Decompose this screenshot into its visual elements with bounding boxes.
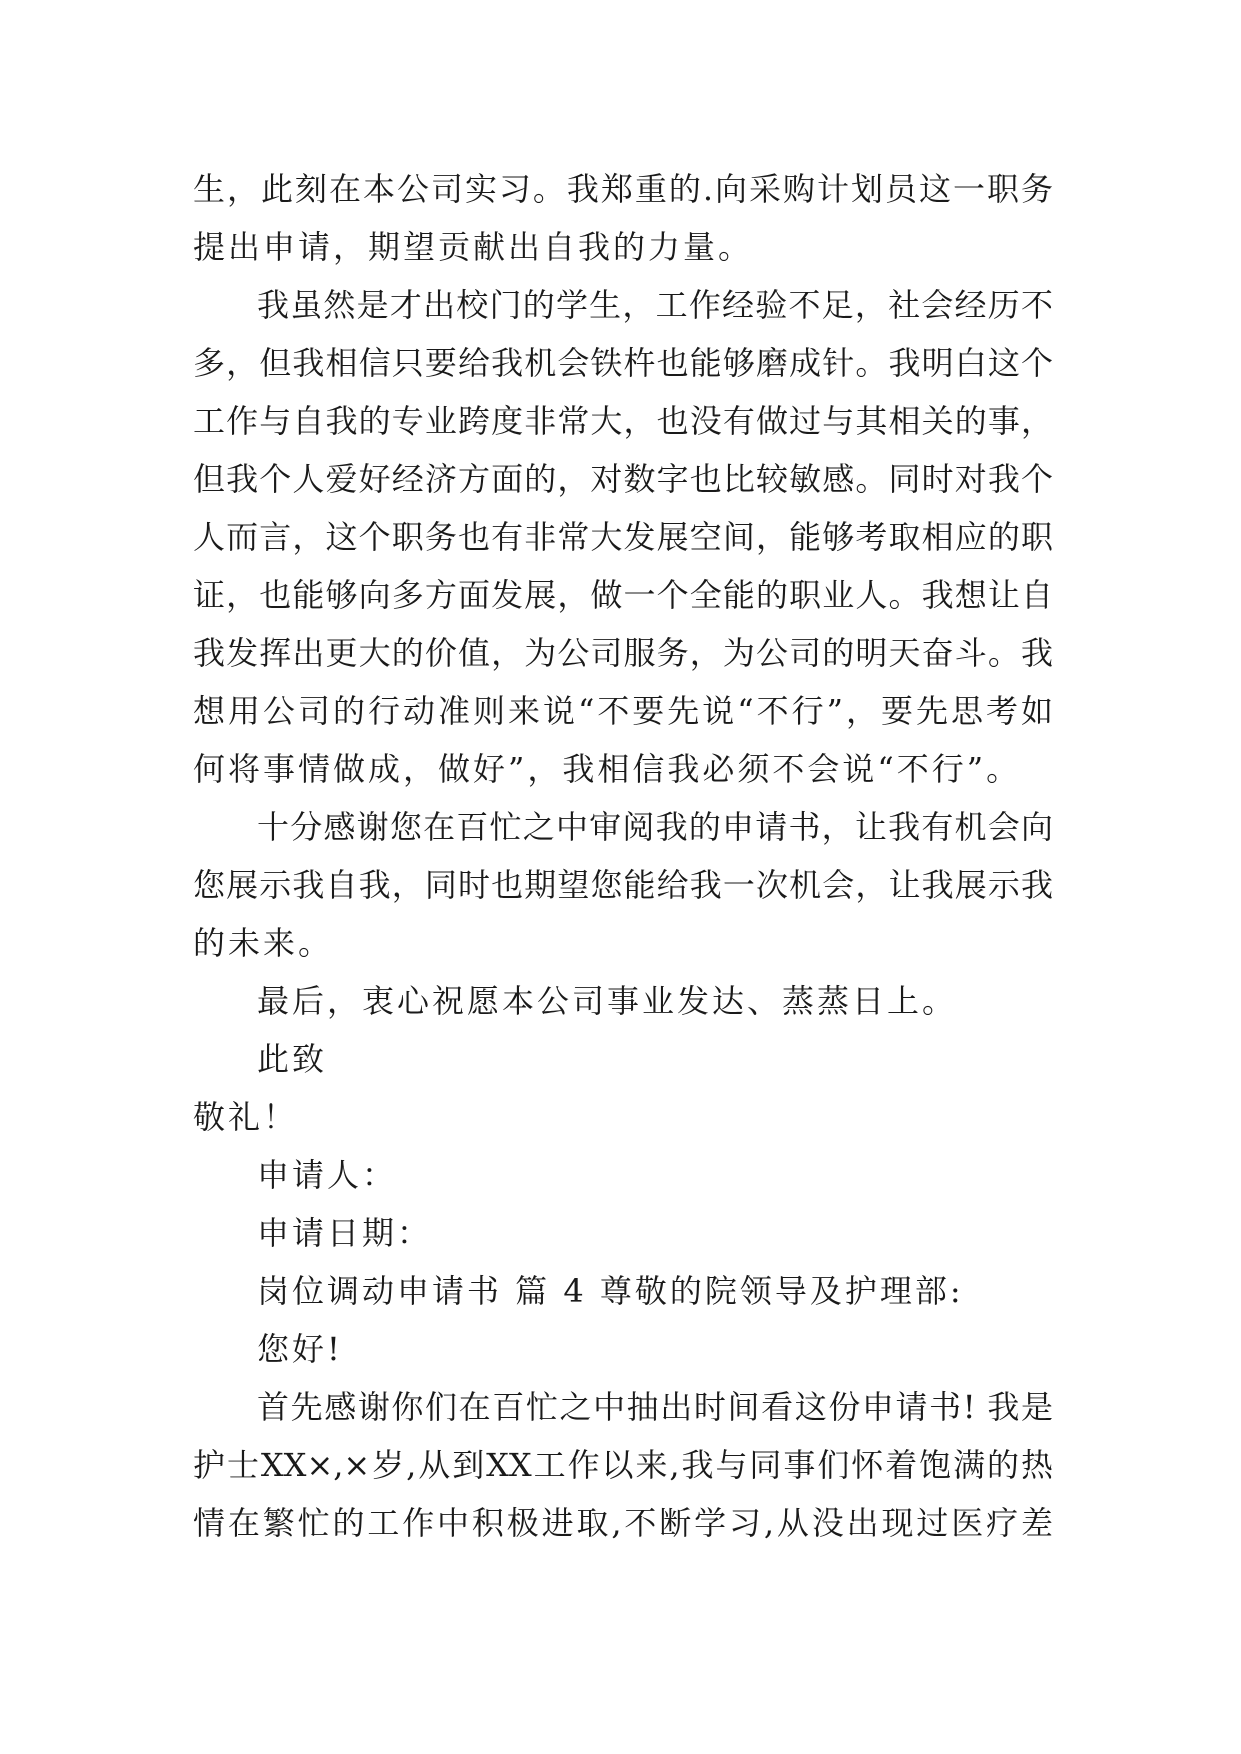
text-line: 此致 [257, 1040, 328, 1078]
text-line: 证，也能够向多方面发展，做一个全能的职业人。我想让自 [193, 576, 1053, 614]
document-body [193, 160, 1053, 1552]
text-line: 人而言，这个职务也有非常大发展空间，能够考取相应的职 [193, 518, 1053, 556]
text-line: 提出申请，期望贡献出自我的力量。 [193, 228, 754, 266]
text-line: 但我个人爱好经济方面的，对数字也比较敏感。同时对我个 [193, 460, 1053, 498]
text-line: 岗位调动申请书 篇 4 尊敬的院领导及护理部: [257, 1272, 964, 1310]
text-line: 护士XX×,×岁,从到XX工作以来,我与同事们怀着饱满的热 [193, 1446, 1053, 1484]
text-line: 的未来。 [193, 924, 334, 962]
text-line: 情在繁忙的工作中积极进取,不断学习,从没出现过医疗差 [193, 1504, 1053, 1542]
text-line: 您好! [257, 1330, 343, 1368]
text-line: 申请日期： [257, 1214, 433, 1252]
text-line: 何将事情做成，做好”，我相信我必须不会说“不行”。 [193, 750, 1022, 788]
text-line: 十分感谢您在百忙之中审阅我的申请书，让我有机会向 [257, 808, 1053, 846]
text-line: 申请人： [257, 1156, 398, 1194]
text-line: 想用公司的行动准则来说“不要先说“不行”，要先思考如 [193, 692, 1053, 730]
text-line: 生，此刻在本公司实习。我郑重的.向采购计划员这一职务 [193, 170, 1053, 208]
text-line: 我虽然是才出校门的学生，工作经验不足，社会经历不 [257, 286, 1053, 324]
text-line: 首先感谢你们在百忙之中抽出时间看这份申请书! 我是 [257, 1388, 1053, 1426]
text-line: 敬礼！ [193, 1098, 299, 1136]
text-line: 工作与自我的专业跨度非常大，也没有做过与其相关的事， [193, 402, 1053, 440]
text-line: 我发挥出更大的价值，为公司服务，为公司的明天奋斗。我 [193, 634, 1053, 672]
text-line: 您展示我自我，同时也期望您能给我一次机会，让我展示我 [193, 866, 1053, 904]
text-line: 多，但我相信只要给我机会铁杵也能够磨成针。我明白这个 [193, 344, 1053, 382]
text-line: 最后，衷心祝愿本公司事业发达、蒸蒸日上。 [257, 982, 958, 1020]
